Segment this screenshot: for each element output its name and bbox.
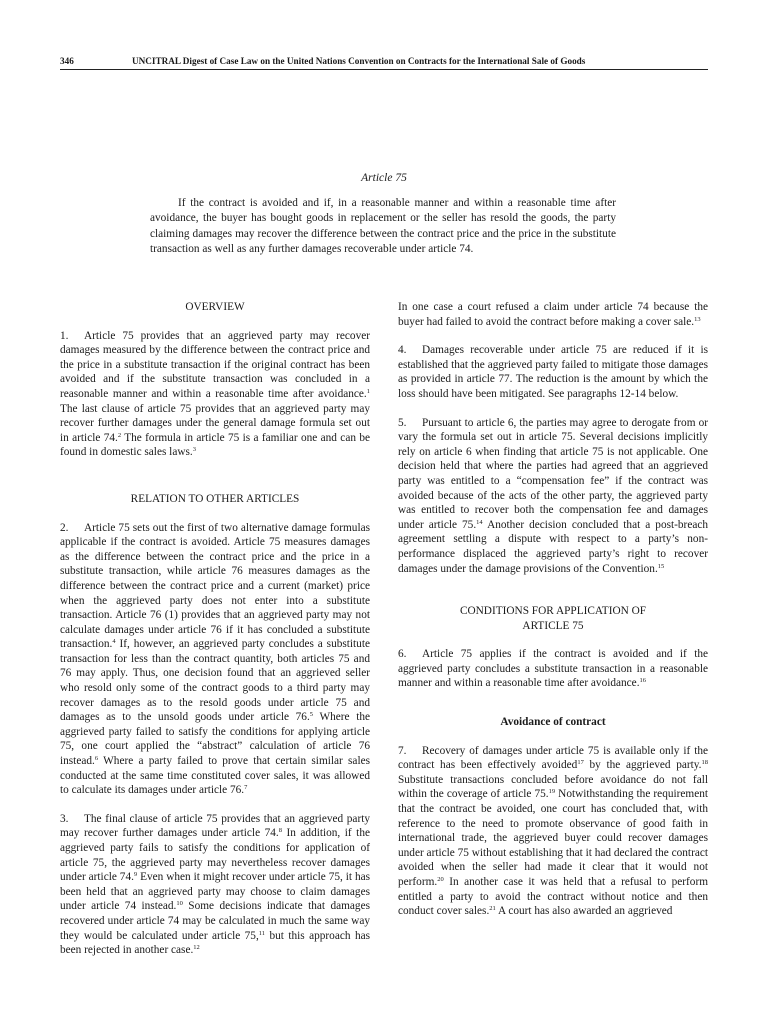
subheading-avoidance: Avoidance of contract [500, 716, 606, 729]
footnote-ref: 14 [476, 518, 483, 526]
paragraph-text: Where the aggrieved party failed to satisfy the conditions for applying article 75, one court applied the “abstract” calculation of article 76 instead. [60, 711, 370, 768]
paragraph-text: A court has also awarded an aggrieved [495, 905, 673, 918]
running-header [60, 56, 708, 70]
paragraph-3 [60, 812, 370, 958]
paragraph-continued [398, 300, 708, 329]
paragraph-text: Article 75 provides that an aggrieved party may recover damages measured by the difference between the contract price and the price in a substitute transaction if the original contract has been avoided and if the substitute transaction was concluded in a reasonable manner and within a reasonable time after avoidance. [60, 329, 370, 400]
footnote-ref: 8 [278, 827, 282, 835]
footnote-ref: 5 [309, 711, 314, 719]
paragraph-number: 6. [398, 648, 407, 661]
paragraph-text: In addition, if the aggrieved party fails to satisfy the conditions for application of article 75, the aggrieved party may nevertheless recover damages under article 74. [60, 827, 370, 884]
heading-conditions [398, 604, 708, 633]
footnote-ref: 7 [244, 784, 248, 792]
paragraph-text: If, however, an aggrieved party concludes a substitute transaction for less than the contract quantity, both articles 75 and 76 may apply. Thus, one decision found that an aggrieved seller who resold only some of the contract goods to a third party may recover damages as to the resold goods under article 75 and damages as to the unsold goods under article 76. [60, 638, 370, 724]
paragraph-number: 7. [398, 744, 407, 757]
paragraph-text: The last clause of article 75 provides that an aggrieved party may recover further damages under the general damage formula set out in article 74. [60, 402, 370, 444]
footnote-ref: 6 [94, 755, 99, 763]
paragraph-text: Damages recoverable under article 75 are reduced if it is established that the aggrieved party failed to mitigate those damages as provided in article 77. The reduction is the amount by which the loss should have been mitigated. See paragraphs 12-14 below. [398, 344, 708, 400]
footnote-ref: 3 [192, 446, 196, 454]
paragraph-text: In one case a court refused a claim under article 74 because the buyer had failed to avoid the contract before making a cover sale. [398, 301, 708, 328]
paragraph-2 [60, 521, 370, 798]
paragraph-number: 1. [60, 329, 69, 342]
heading-conditions-line1: CONDITIONS FOR APPLICATION OF [459, 605, 647, 618]
footnote-ref: 4 [112, 638, 116, 646]
footnote-ref: 13 [694, 315, 701, 323]
paragraph-text: Pursuant to article 6, the parties may agree to derogate from or vary the formula set out in article 75. Several decisions implicitly rely on article 6 when finding that article 75 is not applicable. One decision held that where the parties had agreed that an aggrieved party was entitled to a “compensation fee” if the contract was avoided because of the acts of the other party, the aggrieved party was entitled to recover both the compensation fee and damages under article 75. [398, 416, 708, 531]
article-title: Article 75 [361, 172, 407, 184]
paragraph-number: 5. [398, 416, 407, 429]
heading-conditions-line2: ARTICLE 75 [522, 619, 584, 632]
paragraph-text: Recovery of damages under article 75 is available only if the contract has been effectively avoided [398, 744, 708, 772]
paragraph-text: Even when it might recover under article 75, it has been held that an aggrieved party may choose to claim damages under article 74 instead. [60, 871, 370, 913]
footnote-ref: 15 [657, 562, 665, 570]
paragraph-text: Article 75 applies if the contract is avoided and if the aggrieved party concludes a substitute transaction in a reasonable manner and within a reasonable time after avoidance. [398, 648, 708, 690]
footnote-ref: 19 [548, 788, 556, 796]
article-text: If the contract is avoided and if, in a reasonable manner and within a reasonable time after avoidance, the buyer has bought goods in replacement or the seller has resold the goods, the party claiming damages may recover the difference between the contract price and the price in the substitute transaction as well as any further damages recoverable under article 74. [150, 197, 616, 256]
paragraph-text: by the aggrieved party. [583, 759, 702, 772]
paragraph-text: Where a party failed to prove that certain similar sales conducted at the same time constituted cover sales, it was allowed to calculate its damages under article 76. [60, 755, 370, 797]
paragraph-number: 4. [398, 344, 407, 357]
footnote-ref: 2 [117, 431, 122, 439]
paragraph-text: The formula in article 75 is a familiar one and can be found in domestic sales laws. [60, 431, 370, 459]
heading-relation: RELATION TO OTHER ARTICLES [130, 492, 300, 505]
paragraph-7 [398, 744, 708, 919]
footnote-ref: 18 [701, 759, 708, 767]
footnote-ref: 1 [366, 387, 370, 395]
heading-overview: OVERVIEW [185, 301, 245, 313]
paragraph-4 [398, 343, 708, 401]
footnote-ref: 11 [258, 929, 266, 937]
page-number: 346 [60, 56, 74, 66]
paragraph-text: Another decision concluded that a post-breach agreement settling a dispute with respect to a party’s non-performance displaced the aggrieved party’s right to recover damages under the damage provisions of the Convention. [398, 518, 709, 575]
paragraph-5 [398, 416, 708, 577]
footnote-ref: 20 [437, 876, 444, 883]
paragraph-text: Article 75 sets out the first of two alternative damage formulas applicable if the contract is avoided. Article 75 measures damages as the difference between the contract price and the price in a substitute transaction, while article 76 measures damages as the difference between the contract price and a current (market) price when the aggrieved party does not enter into a substitute transaction. Article 76 (1) provides that an aggrieved party may not calculate damages under article 76 if it has concluded a substitute transaction. [60, 521, 370, 651]
paragraph-text: The final clause of article 75 provides that an aggrieved party may recover further damages under article 74. [60, 812, 370, 840]
paragraph-1 [60, 329, 370, 460]
paragraph-6 [398, 647, 708, 691]
paragraph-text: In another case it was held that a refusal to perform entitled a party to avoid the contract without notice and then conduct cover sales. [398, 876, 708, 918]
footnote-ref: 9 [133, 871, 138, 879]
paragraph-text: Substitute transactions concluded before avoidance do not fall within the coverage of article 75. [398, 773, 708, 801]
paragraph-text: Some decisions indicate that damages recovered under article 74 may be calculated in much the same way they would be calculated under article 75, [60, 900, 370, 942]
footnote-ref: 16 [639, 677, 647, 685]
footnote-ref: 21 [489, 905, 496, 913]
footnote-ref: 12 [193, 944, 200, 952]
paragraph-number: 2. [60, 521, 69, 534]
footnote-ref: 10 [176, 900, 183, 908]
paragraph-text: Notwithstanding the requirement that the contract be avoided, one court has concluded that, with reference to the need to promote observance of good faith in international trade, the aggrieved buyer could recover damages under article 75 without establishing that it had declared the contract avoided when the seller had made it clear that it would not perform. [398, 788, 708, 888]
right-column [398, 300, 708, 919]
left-column [60, 300, 370, 958]
footnote-ref: 17 [577, 759, 584, 767]
paragraph-text: but this approach has been rejected in another case. [60, 929, 370, 957]
paragraph-number: 3. [60, 812, 69, 825]
running-title: UNCITRAL Digest of Case Law on the United Nations Convention on Contracts for the International Sale of Goods [132, 56, 586, 66]
